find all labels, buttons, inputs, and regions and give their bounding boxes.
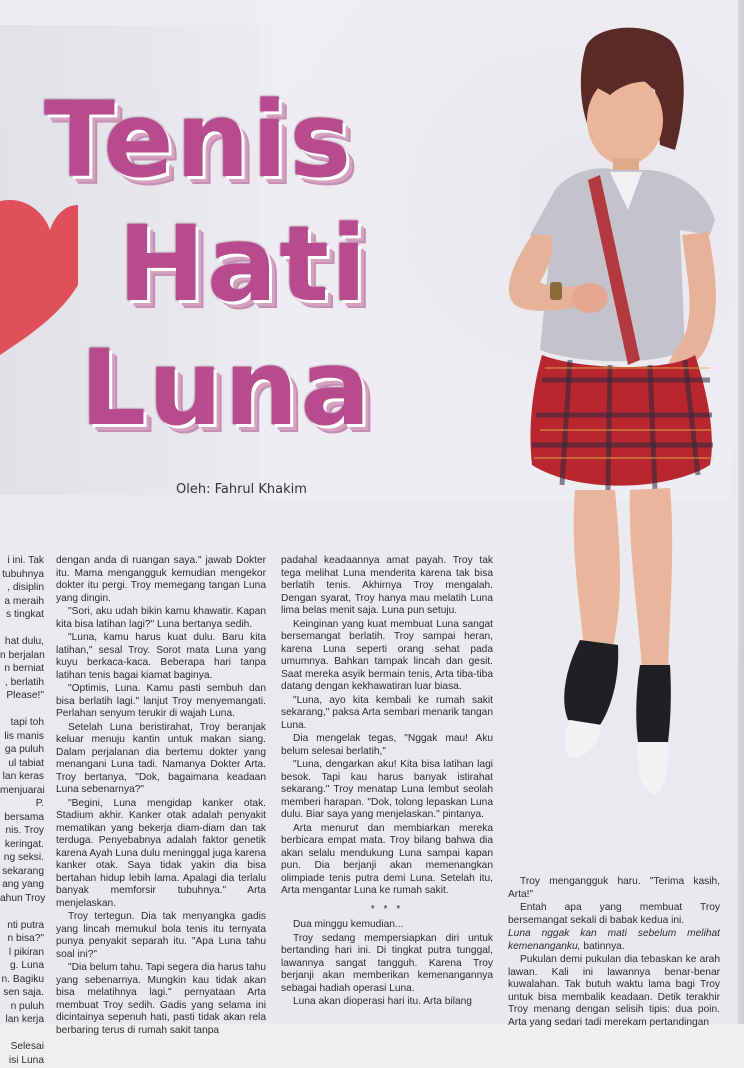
column-1-line: nti putra [7,919,44,931]
column3-paragraph: "Luna, dengarkan aku! Kita bisa latihan lagi besok. Tapi kau harus banyak istirahat sekarang." Troy menatap Luna lembut seolah memberi harapan. "Dok, tolong lepaskan Luna dulu. Biar saya yang menjelaskan." pintanya. [281,759,493,820]
column4-paragraph [508,928,720,953]
column-1-line [0,906,44,919]
text-column-1 [0,555,44,1068]
column-1-line: ng seksi. [3,852,44,863]
title-line-2: Hati [118,203,369,325]
page-edge [738,0,744,1024]
column-1-line: lan keras [2,771,44,782]
column3-paragraph: * * * [370,903,404,915]
column2-paragraph: dengan anda di ruangan saya." jawab Dokter itu. Mama mengangguk kemudian mengekor dokter itu pergi. Troy memegang tangan Luna yang dingin. [56,555,266,604]
column-1-line: n puluh [10,1000,44,1012]
column-1-line [0,623,44,636]
thought-tail: batinnya. [580,940,625,952]
column-1-line: hat dulu, [4,636,44,647]
column-1-line: ga puluh [4,744,44,755]
column-1-line: Please!" [6,690,44,701]
column-1-line: n berniat [4,663,44,674]
italic-thought: Luna nggak kan mati sebelum melihat kemenanganku, [508,928,720,952]
column2-paragraph: "Optimis, Luna. Kamu pasti sembuh dan bisa berlatih lagi." lanjut Troy menyemangati. Perlahan senyum terukir di wajah Luna. [56,683,266,719]
column2-paragraph: Setelah Luna beristirahat, Troy beranjak keluar menuju kantin untuk makan siang. Dalam perjalanan dia bertemu dokter yang menangani Luna tadi. Namanya Dokter Arta. Troy bertanya, "Dok, bagaimana keadaan Luna sebenarnya?" [56,721,266,795]
author-byline: Oleh: Fahrul Khakim [176,482,307,497]
column-1-line [0,1028,44,1041]
column3-paragraph: Troy sedang mempersiapkan diri untuk bertanding hari ini. Di tingkat putra tunggal, lawannya sangat tangguh. Karena Troy berjanji akan memberikan kemenangannya sebagai hadiah operasi Luna. [281,932,493,994]
column2-paragraph: "Sori, aku udah bikin kamu khawatir. Kapan kita bisa latihan lagi?" Luna bertanya sedih. [56,606,266,630]
column-1-line: g. Luna [10,960,44,971]
column3-paragraph: Keinginan yang kuat membuat Luna sangat bersemangat berlatih. Troy sampai heran, karena Luna seperti orang sehat pada umumnya. Bahkan tampak lincah dan gesit. Saat mereka asyik bermain tenis, Arta tiba-tiba datang dengan kekhawatiran luar biasa. [281,618,493,692]
column-1-line: lis manis [4,730,44,742]
column2-paragraph: "Luna, kamu harus kuat dulu. Baru kita latihan," sesal Troy. Sorot mata Luna yang kuyu berkaca-kaca. Beberapa hari tanpa latihan tenis bagai kiamat baginya. [56,632,266,681]
column-1-line: ul tabiat [8,757,44,769]
column2-paragraph: "Begini, Luna mengidap kanker otak. Stadium akhir. Kanker otak adalah penyakit mematikan yang bekerja diam-diam dan tak terduga. Penyebabnya adalah faktor genetik karena Ayah Luna dulu meninggal juga karena kanker otak. Saya tidak yakin dia bisa bertahan hidup lebih lama. Apalagi dia terlalu banyak memforsir tubuhnya." Arta menjelaskan. [56,797,266,909]
column-1-line: sekarang [2,865,44,877]
column-1-line: ang yang [2,879,44,890]
column3-paragraph: padahal keadaannya amat payah. Troy tak tega melihat Luna menderita karena tak bisa berlatih tenis. Akhirnya Troy mengalah. Dengan syarat, Troy hanya mau melatih Luna lima belas menit saja. Luna pun setuju. [281,555,493,616]
column-1-line: ahun Troy [0,892,46,904]
title-line-1: Tenis [44,79,354,201]
column3-paragraph: "Luna, ayo kita kembali ke rumah sakit sekarang," paksa Arta sembari menarik tangan Luna. [281,694,493,731]
article-title [40,78,500,450]
column-1-line: tapi toh [10,717,44,728]
column2-paragraph: Troy tertegun. Dia tak menyangka gadis yang lincah memukul bola tenis itu ternyata punya penyakit separah itu. "Apa Luna tahu soal ini?" [56,911,266,960]
title-line-3: Luna [80,327,373,449]
column-1-line: tubuhnya [2,568,44,580]
column-1-line: P. [35,798,44,809]
column3-paragraph: Dua minggu kemudian... [293,919,404,930]
column4-paragraph: Troy mengangguk haru. "Terima kasih, Arta!" [508,876,720,900]
column3-paragraph: Arta menurut dan membiarkan mereka berbicara empat mata. Troy bilang bahwa dia akan selalu mendukung Luna sampai kapan pun. Dia berjanji akan memenangkan olimpiade tenis putra demi Luna. Setelah itu, Arta mengantar Luna ke rumah sakit. [281,822,493,896]
column-1-line: n. Bagiku [1,973,44,985]
column3-paragraph: Luna akan dioperasi hari itu. Arta bilang [293,996,472,1007]
column-1-line: isi Luna [8,1054,44,1066]
column-1-line: nis. Troy [5,825,44,836]
column-1-line [0,704,44,717]
text-column-4 [508,876,720,1030]
column-1-line: bersama [4,811,44,823]
column-1-line: l pikiran [8,946,44,958]
text-column-3 [281,555,493,1010]
column3-paragraph: Dia mengelak tegas, "Nggak mau! Aku belum selesai berlatih," [281,733,493,757]
column2-paragraph: "Dia belum tahu. Tapi segera dia harus tahu yang sebenarnya. Mungkin kau tidak akan bisa melatihnya lagi." pernyataan Arta membuat Troy sedih. Gadis yang selama ini dicintainya sepenuh hati, pasti tidak akan rela berbaring terus di rumah sakit tanpa [56,962,266,1036]
column4-paragraph: Entah apa yang membuat Troy bersemangat sekali di babak kedua ini. [508,902,720,926]
text-column-2 [56,555,266,1038]
column-1-line: n berjalan [0,649,45,661]
column-1-line: sen saja. [3,987,44,998]
column-1-line: Selesai [10,1041,44,1052]
column-1-line: , disiplin [7,582,44,593]
column-1-line: , berlatih [4,676,44,688]
column-1-line: i ini. Tak [7,555,44,566]
column-1-line: s tingkat [6,609,44,620]
column-1-line: menjuarai [0,784,45,796]
column-1-line: n bisa?" [7,933,44,944]
girl-photo [470,20,740,810]
column-1-line: keringat. [4,838,44,850]
column-1-line: lan kerja [5,1014,44,1025]
column-1-line: a meraih [4,595,44,607]
column4-paragraph: Pukulan demi pukulan dia tebaskan ke arah lawan. Kali ini lawannya benar-benar kuwalahan. Tak butuh waktu lama bagi Troy untuk bisa membalik keadaan. Detik terakhir Troy menang dengan selisih tipis: dua poin. Arta yang sedari tadi merekam pertandingan [508,954,720,1028]
